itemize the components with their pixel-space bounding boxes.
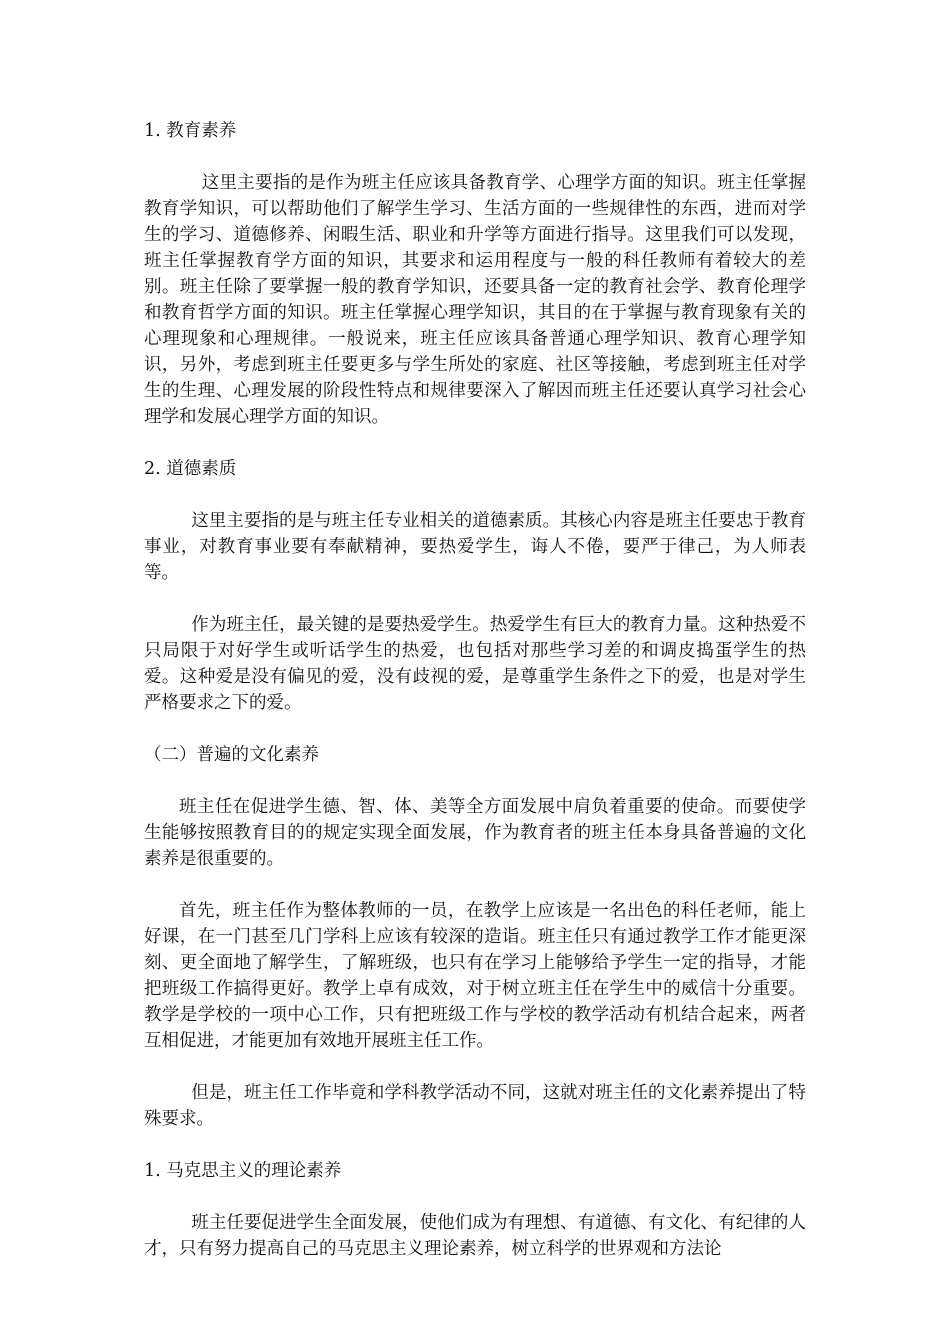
section-heading-moral-quality: 2. 道德素质 <box>144 459 237 479</box>
paragraph-love-students: 作为班主任，最关键的是要热爱学生。热爱学生有巨大的教育力量。这种热爱不只局限于对好学生或听话学生的热爱，也包括对那些学习差的和调皮捣蛋学生的热爱。这种爱是没有偏见的爱，没有歧视的爱，是尊重学生条件之下的爱，也是对学生严格要求之下的爱。 <box>144 615 806 713</box>
paragraph-marxist-theory: 班主任要促进学生全面发展，使他们成为有理想、有道德、有文化、有纪律的人才，只有努力提高自己的马克思主义理论素养，树立科学的世界观和方法论 <box>144 1213 806 1259</box>
section-heading-education-literacy: 1. 教育素养 <box>144 121 237 141</box>
section-heading-cultural-literacy: （二）普遍的文化素养 <box>144 745 319 765</box>
paragraph-moral-quality: 这里主要指的是与班主任专业相关的道德素质。其核心内容是班主任要忠于教育事业，对教育事业要有奉献精神，要热爱学生，诲人不倦，要严于律己，为人师表等。 <box>144 511 806 583</box>
paragraph-mission: 班主任在促进学生德、智、体、美等全方面发展中肩负着重要的使命。而要使学生能够按照教育目的的规定实现全面发展，作为教育者的班主任本身具备普遍的文化素养是很重要的。 <box>144 797 806 869</box>
paragraph-teaching-role: 首先，班主任作为整体教师的一员，在教学上应该是一名出色的科任老师，能上好课，在一门甚至几门学科上应该有较深的造诣。班主任只有通过教学工作才能更深刻、更全面地了解学生，了解班级，也只有在学习上能够给予学生一定的指导，才能把班级工作搞得更好。教学上卓有成效，对于树立班主任在学生中的威信十分重要。教学是学校的一项中心工作，只有把班级工作与学校的教学活动有机结合起来，两者互相促进，才能更加有效地开展班主任工作。 <box>144 901 806 1051</box>
section-heading-marxist-theory: 1. 马克思主义的理论素养 <box>144 1161 342 1181</box>
paragraph-special-requirements: 但是，班主任工作毕竟和学科教学活动不同，这就对班主任的文化素养提出了特殊要求。 <box>144 1083 806 1129</box>
paragraph-education-knowledge: 这里主要指的是作为班主任应该具备教育学、心理学方面的知识。班主任掌握教育学知识，可以帮助他们了解学生学习、生活方面的一些规律性的东西，进而对学生的学习、道德修养、闲暇生活、职业和升学等方面进行指导。这里我们可以发现，班主任掌握教育学方面的知识，其要求和运用程度与一般的科任教师有着较大的差别。班主任除了要掌握一般的教育学知识，还要具备一定的教育社会学、教育伦理学和教育哲学方面的知识。班主任掌握心理学知识，其目的在于掌握与教育现象有关的心理现象和心理规律。一般说来，班主任应该具备普通心理学知识、教育心理学知识，另外，考虑到班主任要更多与学生所处的家庭、社区等接触，考虑到班主任对学生的生理、心理发展的阶段性特点和规律要深入了解因而班主任还要认真学习社会心理学和发展心理学方面的知识。 <box>144 173 806 427</box>
document-page <box>144 118 806 1288</box>
